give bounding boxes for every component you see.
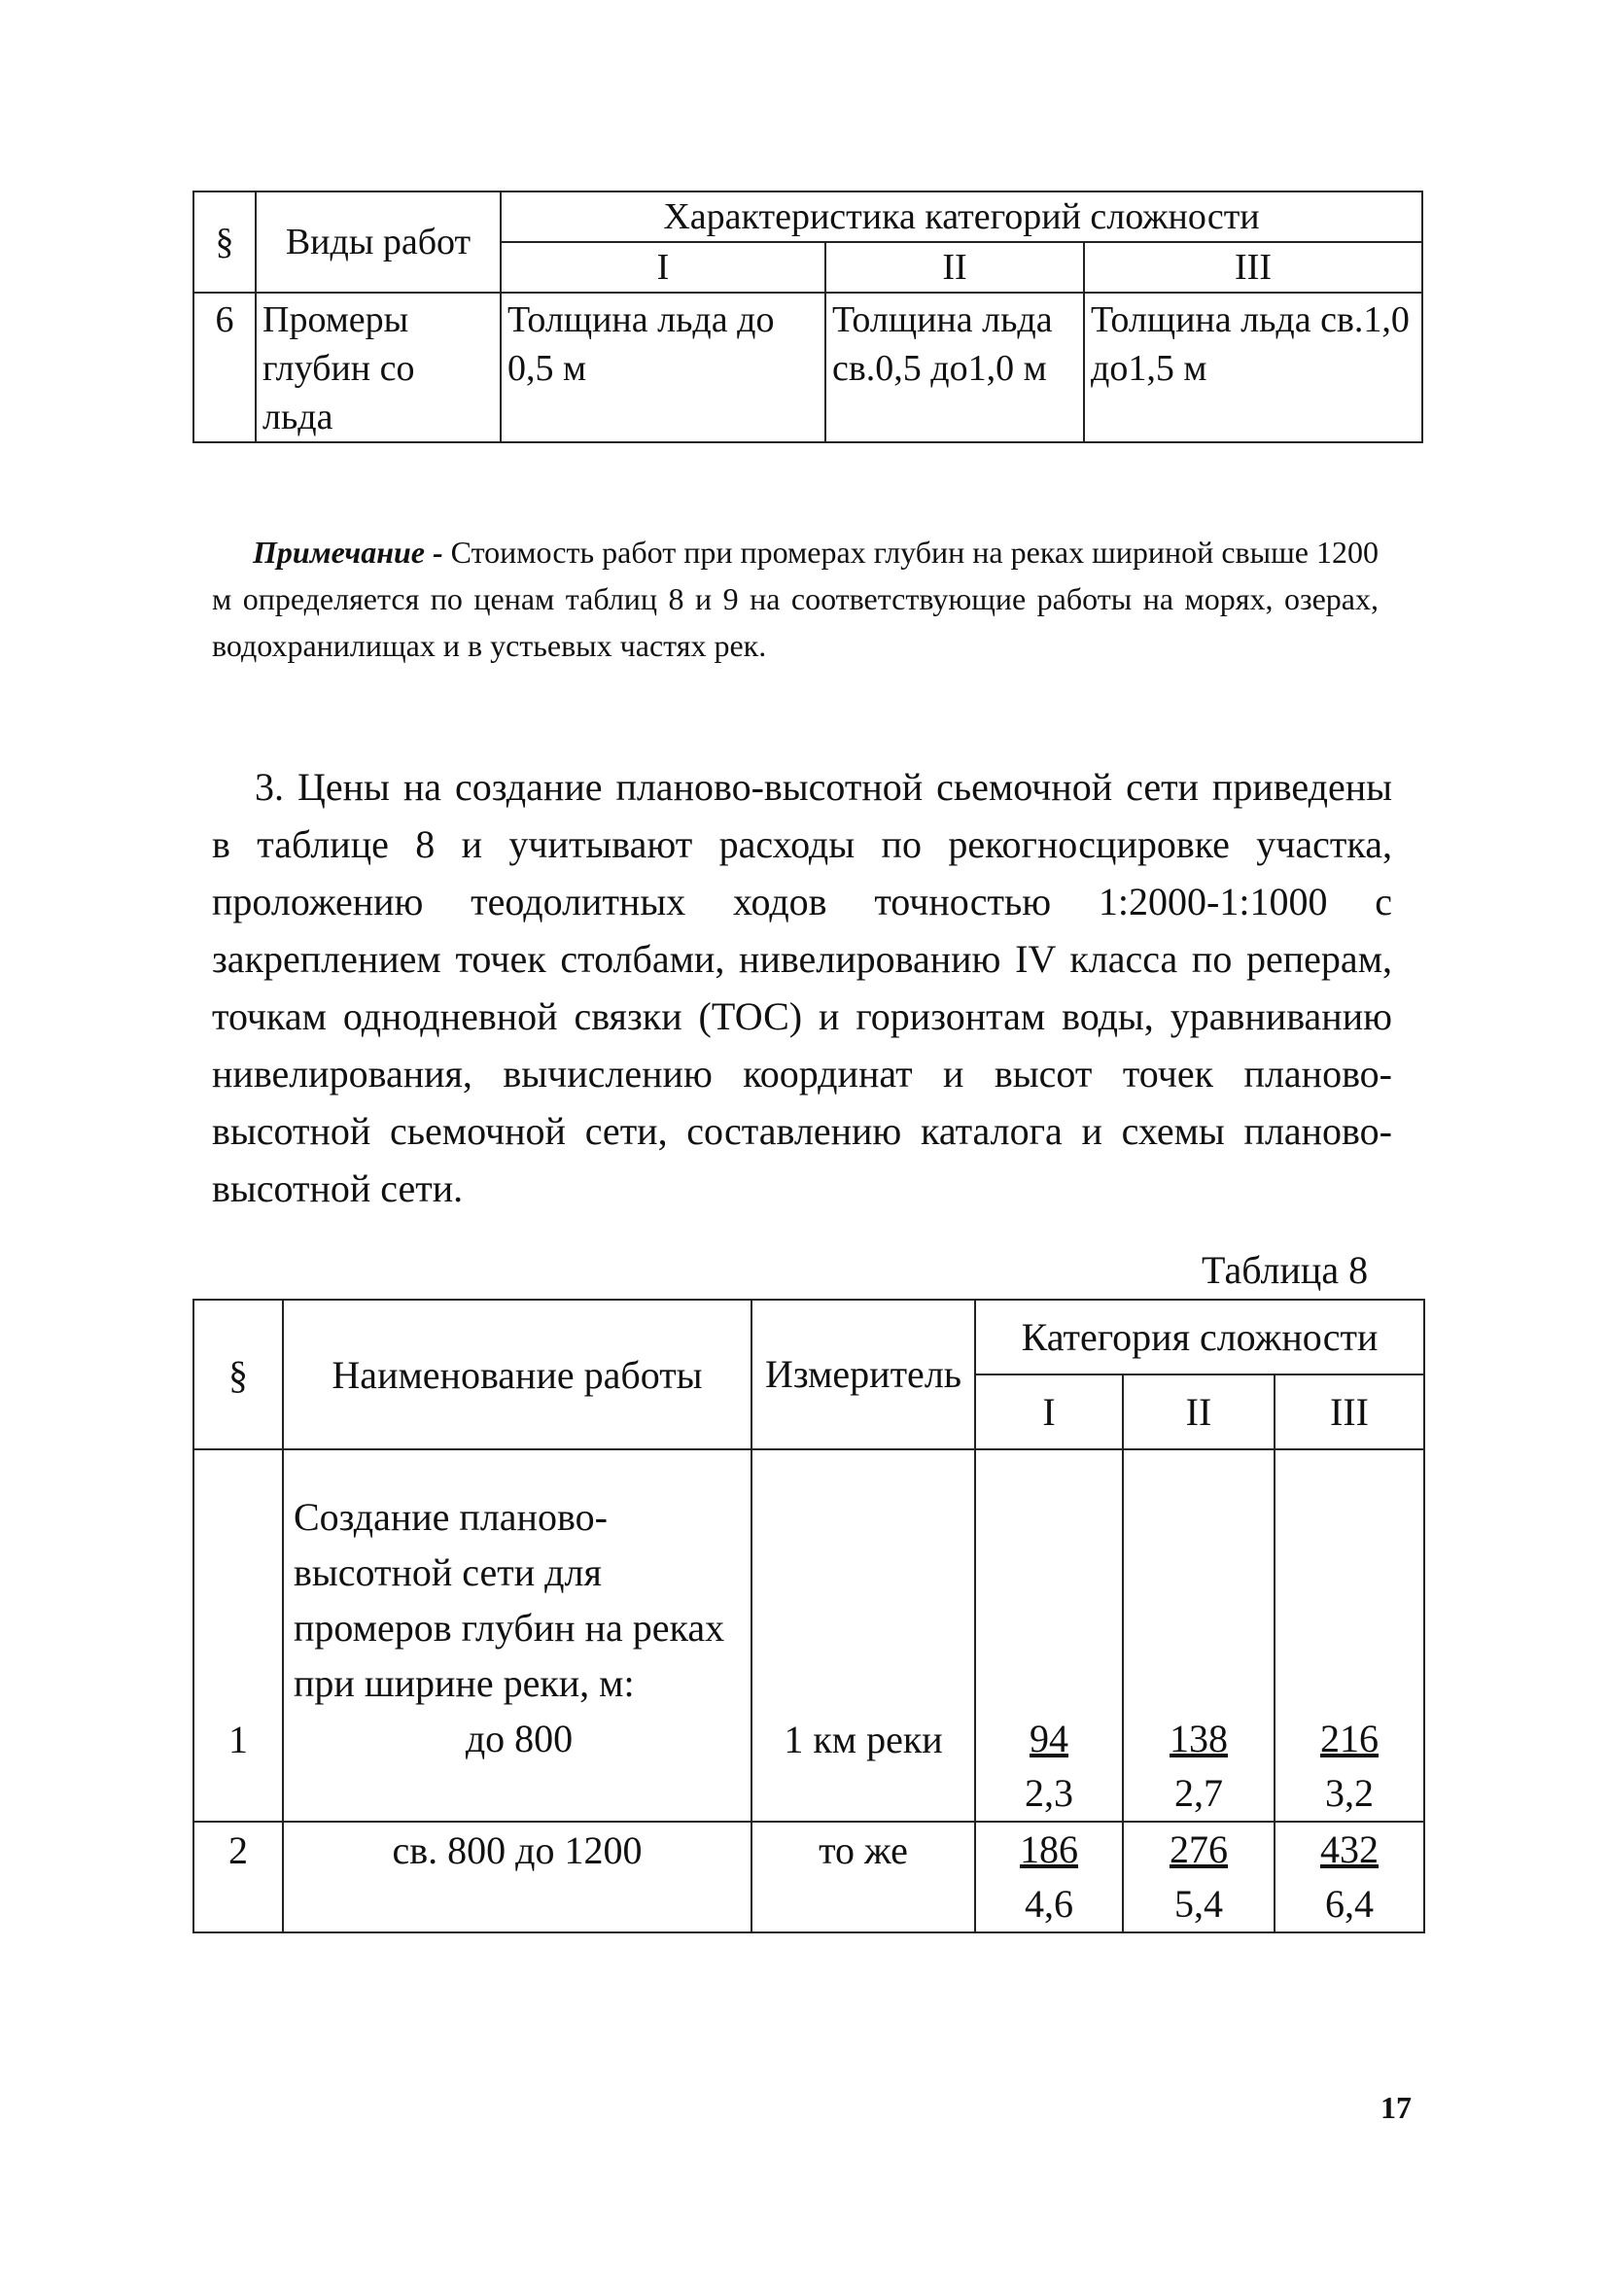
table8-caption: Таблица 8 <box>1202 1248 1369 1292</box>
t8-row1-val3 <box>1275 1449 1424 1822</box>
t1-row-section: 6 <box>193 293 256 442</box>
t8-unit-header: Измеритель <box>751 1300 975 1449</box>
t8-row1-val2 <box>1123 1449 1275 1822</box>
t8-row1-val3-top: 216 <box>1320 1717 1379 1760</box>
t1-category-1: I <box>501 242 825 293</box>
t8-row2-val2 <box>1123 1822 1275 1932</box>
t8-row1-name-intro: Создание планово-высотной сети для промеров глубин на реках при ширине реки, м: <box>294 1495 725 1705</box>
t1-row-work: Промеры глубин со льда <box>256 293 501 442</box>
t8-row1-name: до 800 <box>465 1717 574 1760</box>
t8-row2-val2-bottom: 5,4 <box>1174 1882 1223 1926</box>
t8-cat-2: II <box>1123 1374 1275 1449</box>
t8-row1-val1-top: 94 <box>1030 1717 1068 1760</box>
t8-row1-val1 <box>975 1449 1123 1822</box>
paragraph-3: 3. Цены на создание планово-высотной сьемочной сети приведены в таблице 8 и учитывают расходы по рекогносцировке участка, проложению теодолитных ходов точностью 1:2000-1:1000 с закреплением точек столбами, нивелированию IV класса по реперам, точкам однодневной связки (ТОС) и горизонтам воды, уравниванию нивелирования, вычислению координат и высот точек планово-высотной сьемочной сети, составлению каталога и схемы планово-высотной сети. <box>212 765 1392 1210</box>
t8-cat-3: III <box>1275 1374 1424 1449</box>
t8-row2-section: 2 <box>193 1822 283 1932</box>
t8-row2-val1-top: 186 <box>1020 1827 1078 1871</box>
page-number: 17 <box>1380 2090 1412 2125</box>
table-row <box>193 1822 1424 1932</box>
t8-row2-val3 <box>1275 1822 1424 1932</box>
t8-row1-unit: 1 км реки <box>751 1449 975 1822</box>
t8-row2-val3-bottom: 6,4 <box>1325 1882 1374 1926</box>
complexity-table <box>192 191 1423 443</box>
t8-name-header: Наименование работы <box>283 1300 751 1449</box>
t1-category-3: III <box>1084 242 1422 293</box>
note-label: Примечание - <box>253 535 443 570</box>
t1-characteristic-header: Характеристика категорий сложности <box>501 191 1422 242</box>
price-table <box>192 1299 1425 1933</box>
t8-row2-val2-top: 276 <box>1170 1827 1228 1871</box>
t1-work-types-header: Виды работ <box>256 191 501 293</box>
table-row <box>193 293 1422 442</box>
t1-section-header: § <box>193 191 256 293</box>
t1-category-2: II <box>825 242 1084 293</box>
t8-row1-val3-bottom: 3,2 <box>1325 1771 1374 1815</box>
t8-row2-val1-bottom: 4,6 <box>1025 1882 1073 1926</box>
note <box>212 529 1379 669</box>
t1-row-cat3: Толщина льда св.1,0 до1,5 м <box>1084 293 1422 442</box>
t8-cat-1: I <box>975 1374 1123 1449</box>
t8-row2-val3-top: 432 <box>1320 1827 1379 1871</box>
note-text: Стоимость работ при промерах глубин на реках шириной свыше 1200 м определяется по ценам таблиц 8 и 9 на соответствующие работы на морях, озерах, водохранилищах и в устьевых частях рек. <box>212 535 1380 663</box>
t1-row-cat2: Толщина льда св.0,5 до1,0 м <box>825 293 1084 442</box>
t8-row1-val2-top: 138 <box>1170 1717 1228 1760</box>
t8-row1-val1-bottom: 2,3 <box>1025 1771 1073 1815</box>
t8-category-header: Категория сложности <box>975 1300 1424 1374</box>
t8-row1-name-cell <box>283 1449 751 1822</box>
t1-row-cat1: Толщина льда до 0,5 м <box>501 293 825 442</box>
t8-row1-section: 1 <box>193 1449 283 1822</box>
table-row <box>193 1449 1424 1822</box>
t8-row2-val1 <box>975 1822 1123 1932</box>
t8-section-header: § <box>193 1300 283 1449</box>
t8-row2-unit: то же <box>751 1822 975 1932</box>
t8-row1-val2-bottom: 2,7 <box>1174 1771 1223 1815</box>
t8-row2-name: св. 800 до 1200 <box>283 1822 751 1932</box>
